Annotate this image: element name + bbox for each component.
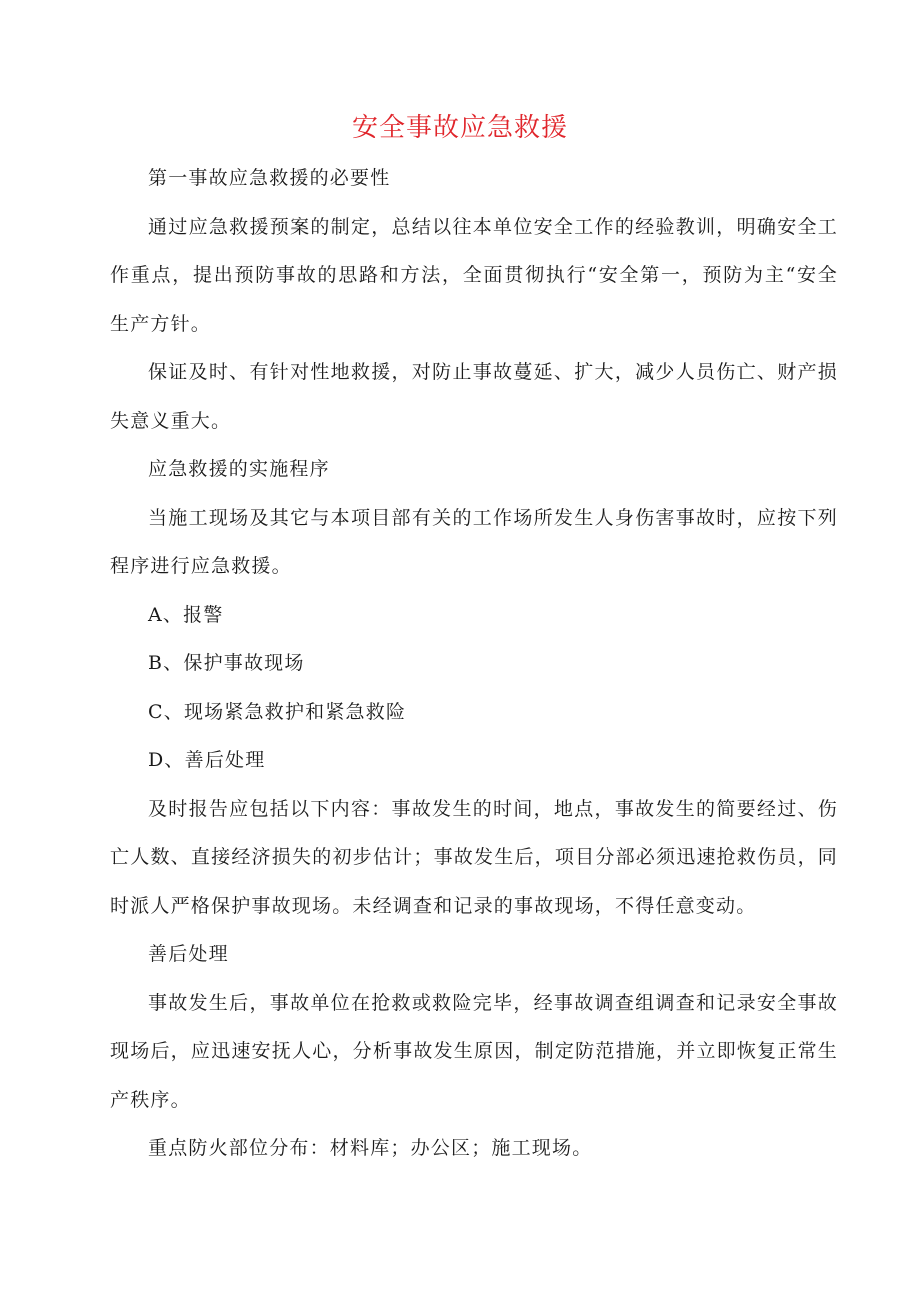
paragraph-report-contents: 及时报告应包括以下内容：事故发生的时间，地点，事故发生的简要经过、伤亡人数、直接经济损失的初步估计；事故发生后，项目分部必须迅速抢救伤员，同时派人严格保护事故现场。未经调查和记录的事故现场，不得任意变动。	[110, 797, 838, 917]
paragraph-fire-key-areas: 重点防火部位分布：材料库；办公区；施工现场。	[148, 1137, 593, 1159]
document-title: 安全事故应急救援	[351, 113, 568, 143]
section-heading-aftermath: 善后处理	[148, 943, 229, 965]
section-heading-necessity: 第一事故应急救援的必要性	[148, 167, 391, 189]
paragraph-plan-purpose: 通过应急救援预案的制定，总结以往本单位安全工作的经验教训，明确安全工作重点，提出预防事故的思路和方法，全面贯彻执行“安全第一，预防为主“安全生产方针。	[110, 215, 838, 335]
list-item-first-aid: C、现场紧急救护和紧急救险	[148, 700, 407, 723]
list-item-aftermath: D、善后处理	[148, 749, 266, 771]
list-item-alarm: A、报警	[148, 603, 224, 626]
paragraph-procedure-intro: 当施工现场及其它与本项目部有关的工作场所发生人身伤害事故时，应按下列程序进行应急救援。	[110, 506, 838, 577]
paragraph-aftermath-details: 事故发生后，事故单位在抢救或救险完毕，经事故调查组调查和记录安全事故现场后，应迅速安抚人心，分析事故发生原因，制定防范措施，并立即恢复正常生产秩序。	[110, 991, 838, 1111]
section-heading-procedure: 应急救援的实施程序	[148, 458, 330, 480]
list-item-protect-scene: B、保护事故现场	[148, 652, 305, 674]
document-body	[110, 154, 838, 1173]
paragraph-timely-rescue: 保证及时、有针对性地救援，对防止事故蔓延、扩大，减少人员伤亡、财产损失意义重大。	[110, 361, 838, 432]
